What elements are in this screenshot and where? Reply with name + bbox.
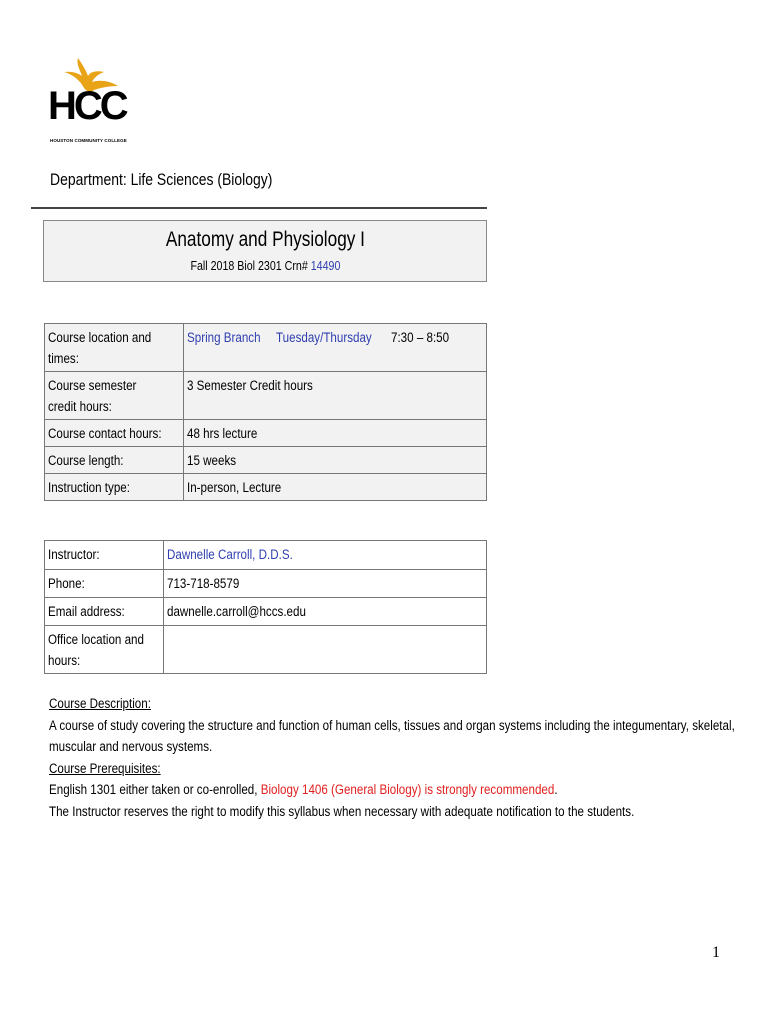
recommendation-text: Biology 1406 (General Biology) is strongly recommended	[260, 782, 555, 797]
days-link[interactable]: Tuesday/Thursday	[276, 330, 373, 345]
phone-value: 713-718-8579	[166, 576, 239, 591]
label-cell: Phone:	[45, 570, 164, 598]
divider	[31, 207, 487, 209]
label-cell: Course semester credit hours:	[45, 372, 184, 420]
description-text: A course of study covering the structure and function of human cells, tissues and organ systems including the integumentary, skeletal,	[49, 717, 735, 733]
label-cell: Instruction type:	[45, 474, 184, 501]
email-value[interactable]: dawnelle.carroll@hccs.edu	[166, 604, 306, 619]
department-heading: Department: Life Sciences (Biology)	[50, 170, 273, 189]
value-cell	[163, 570, 486, 598]
value-cell	[163, 541, 486, 570]
course-description	[49, 693, 749, 822]
course-title-box	[43, 220, 487, 282]
table-row	[45, 447, 487, 474]
value-cell: Spring Branch Tuesday/Thursday 7:30 – 8:50	[184, 324, 487, 372]
instructor-name-link[interactable]: Dawnelle Carroll, D.D.S.	[166, 547, 293, 562]
label-cell: Office location and hours:	[45, 626, 164, 674]
label-cell: Course location and times:	[45, 324, 184, 372]
instructor-table	[44, 540, 487, 674]
table-row	[45, 324, 487, 372]
label-cell: Course length:	[45, 447, 184, 474]
description-text: muscular and nervous systems.	[49, 739, 213, 754]
table-row	[45, 541, 487, 570]
table-row	[45, 598, 487, 626]
value-cell: 3 Semester Credit hours	[184, 372, 487, 420]
logo-wordmark: HCC	[48, 84, 126, 128]
course-title: Anatomy and Physiology I	[165, 228, 365, 251]
label-cell: Instructor:	[45, 541, 164, 570]
value-cell	[163, 626, 486, 674]
label-cell: Email address:	[45, 598, 164, 626]
page-number: 1	[712, 944, 720, 961]
prerequisites-heading: Course Prerequisites:	[49, 760, 161, 776]
description-heading: Course Description:	[49, 696, 151, 711]
course-subtitle: Fall 2018 Biol 2301 Crn# 14490	[190, 258, 340, 273]
table-row	[45, 372, 487, 420]
table-row	[45, 626, 487, 674]
value-cell: 15 weeks	[184, 447, 487, 474]
prerequisites-text: English 1301 either taken or co-enrolled, Biology 1406 (General Biology) is strongly recommended.	[49, 782, 558, 797]
table-row	[45, 474, 487, 501]
table-row	[45, 420, 487, 447]
course-info-table	[44, 323, 487, 501]
hcc-logo	[48, 58, 128, 150]
location-link[interactable]: Spring Branch	[187, 330, 261, 345]
crn-number: 14490	[310, 258, 340, 273]
value-cell	[163, 598, 486, 626]
value-cell: In-person, Lecture	[184, 474, 487, 501]
value-cell: 48 hrs lecture	[184, 420, 487, 447]
syllabus-note: The Instructor reserves the right to modify this syllabus when necessary with adequate notification to the students.	[49, 803, 635, 819]
logo-subtitle: HOUSTON COMMUNITY COLLEGE	[50, 138, 127, 143]
table-row	[45, 570, 487, 598]
label-cell: Course contact hours:	[45, 420, 184, 447]
